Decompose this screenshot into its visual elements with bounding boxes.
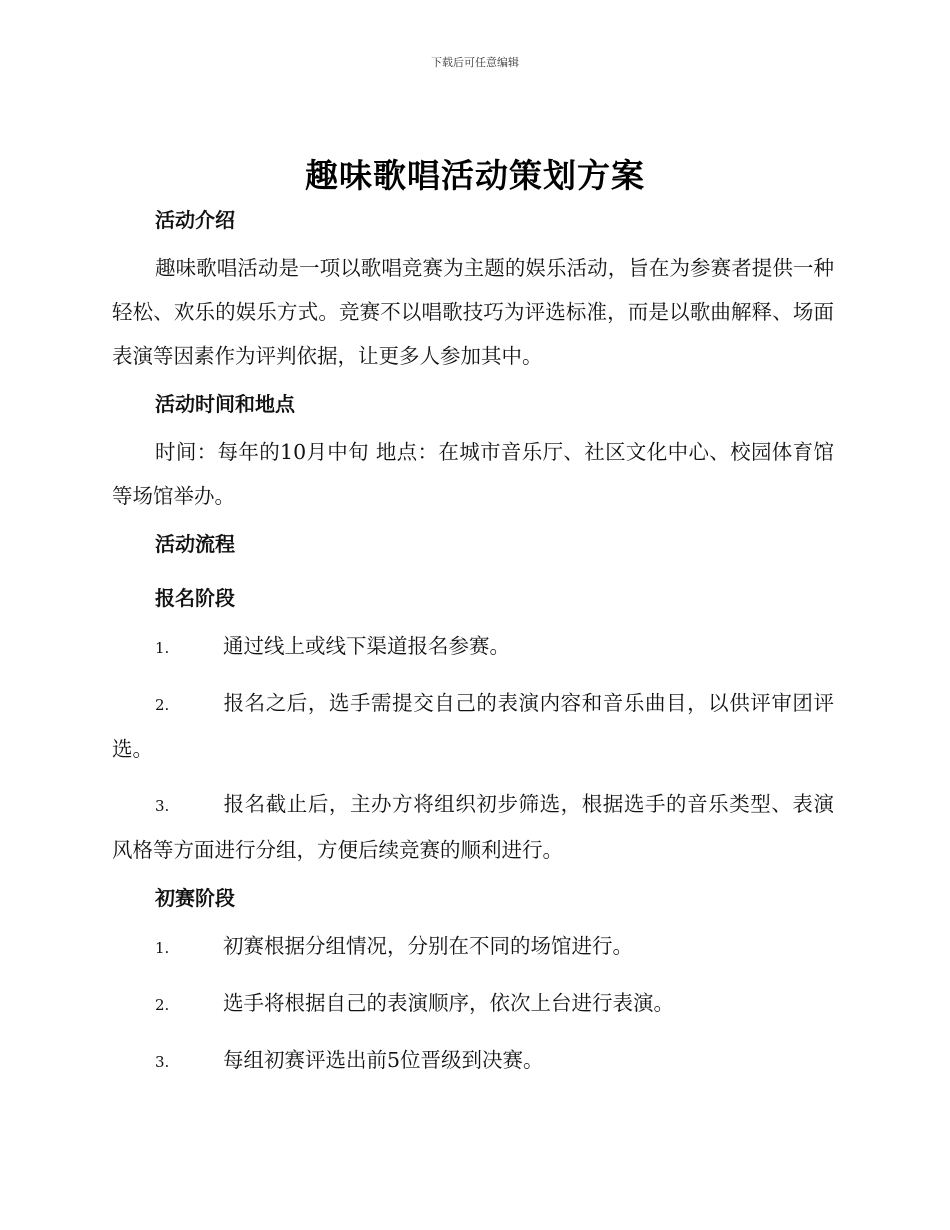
time-place-heading: 活动时间和地点 [155, 392, 295, 416]
list-item-number: 1. [155, 939, 170, 957]
process-heading: 活动流程 [155, 532, 235, 556]
intro-paragraph: 趣味歌唱活动是一项以歌唱竞赛为主题的娱乐活动，旨在为参赛者提供一种轻松、欢乐的娱乐方式。竞赛不以唱歌技巧为评选标准，而是以歌曲解释、场面表演等因素作为评判依据，让更多人参加其中。 [112, 256, 834, 368]
list-item-text: 初赛根据分组情况，分别在不同的场馆进行。 [223, 934, 633, 958]
signup-heading: 报名阶段 [155, 586, 235, 610]
list-item [112, 782, 834, 872]
document-body [112, 205, 834, 1084]
list-item-number: 2. [155, 996, 170, 1014]
list-item-number: 2. [155, 696, 170, 714]
list-item-number: 3. [155, 797, 170, 815]
prelim-heading: 初赛阶段 [155, 886, 235, 910]
page-header-note: 下载后可任意编辑 [431, 56, 519, 69]
list-item-number: 3. [155, 1053, 170, 1071]
list-item [112, 624, 834, 670]
list-item [112, 924, 834, 970]
list-item-text: 报名之后，选手需提交自己的表演内容和音乐曲目，以供评审团评选。 [112, 691, 834, 761]
list-item-text: 通过线上或线下渠道报名参赛。 [223, 634, 510, 658]
list-item-number: 1. [155, 639, 170, 657]
time-place-paragraph: 时间：每年的10月中旬 地点：在城市音乐厅、社区文化中心、校园体育馆等场馆举办。 [112, 440, 834, 508]
list-item-text: 选手将根据自己的表演顺序，依次上台进行表演。 [223, 991, 674, 1015]
intro-heading: 活动介绍 [155, 208, 235, 232]
list-item [112, 1038, 834, 1084]
list-item-text: 报名截止后，主办方将组织初步筛选，根据选手的音乐类型、表演风格等方面进行分组，方便后续竞赛的顺利进行。 [112, 792, 834, 862]
list-item [112, 681, 834, 771]
list-item [112, 981, 834, 1027]
document-title: 趣味歌唱活动策划方案 [305, 156, 645, 195]
list-item-text: 每组初赛评选出前5位晋级到决赛。 [223, 1048, 544, 1072]
